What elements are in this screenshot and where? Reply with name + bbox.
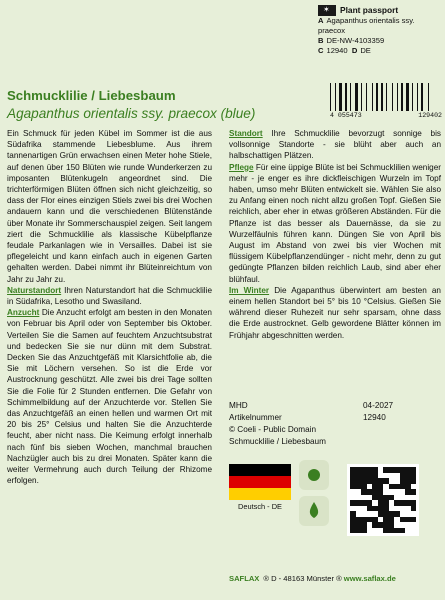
barcode-digits-left: 4 055473	[330, 112, 362, 119]
copyright-text: © Coeli - Public Domain	[229, 425, 317, 434]
barcode	[330, 83, 442, 121]
barcode-digits-right: 129402	[418, 112, 442, 119]
barcode-bars	[330, 83, 442, 111]
passport-line-b: B DE-NW-4103359	[318, 36, 385, 45]
habitat-paragraph	[7, 285, 212, 307]
anzucht-text: Die Anzucht erfolgt am besten in den Monaten von Februar bis April oder von September bis Oktober. Verteilen Sie die Samen auf feuchtem Anzuchtsubstrat und bedecken Sie sie nur dünn mit dem Substrat. Decken Sie das Anzuchtgefäß mit Klarsichtfolie ab, die Sie mit Löchern versehen. So ist die Erde vor Austrocknung geschützt. Alle zwei bis drei Tage sollten Sie die Folie für 2 Stunden entfernen. Die Gefahr von Schimmelbildung auf der Anzuchterde vor. Stellen Sie das Anzuchtgefäß an einen hellen und warmen Ort mit 20 bis 25° Celsius und halten Sie die Anzuchterde feucht, aber nicht nass. Die Keimung erfolgt innerhalb nach fünf bis sieben Wochen, manchmal brauchen Nachzügler auch bis zu drei Monaten. Später kann die weiter Vermehrung auch durch Teilung der Rhizome erfolgen.	[7, 308, 212, 486]
left-column	[7, 128, 212, 487]
plant-passport-title: Plant passport	[340, 5, 399, 15]
passport-line-cd: C 12940 D DE	[318, 46, 371, 55]
product-info	[229, 400, 441, 448]
pflege-paragraph	[229, 162, 441, 285]
title-latin: Agapanthus orientalis ssy. praecox (blue)	[7, 106, 256, 121]
mhd-row	[229, 400, 441, 412]
title-german: Schmucklilie / Liebesbaum	[7, 88, 176, 103]
website-link[interactable]: www.saflax.de	[343, 574, 396, 583]
winter-heading: Im Winter	[229, 285, 270, 295]
german-flag-icon	[229, 464, 291, 500]
standort-heading: Standort	[229, 129, 263, 138]
anzucht-heading: Anzucht	[7, 308, 40, 318]
product-name: Schmucklilie / Liebesbaum	[229, 437, 326, 446]
habitat-heading: Naturstandort	[7, 285, 62, 295]
language-caption: Deutsch - DE	[238, 502, 282, 511]
watering-icon	[299, 496, 329, 526]
habitat-text: Ihren Naturstandort hat die Schmucklilie in Südafrika, Lesotho und Swasiland.	[7, 285, 212, 307]
mhd-value: 04-2027	[363, 401, 394, 410]
intro-text: Ein Schmuck für jeden Kübel im Sommer ist die aus Südafrika stammende Liebesblume. Aus ihrem tannenartigen Grün erwachsen einen Meter hohe Stiele, auf denen über 150 Blüten wie runde Wunderkerzen zu imposanten Blütenkugeln angeordnet sind. Die trichterförmigen Blüten öffnen sich nicht gleichzeitig, so dass der Flor eines einzigen Stiels zwei bis drei Wochen andauern kann und die verschiedenen Blütenstände über Monate ihr Sommerschauspiel zeigen. Seit langem ziert die Schmucklilie als klassische Kübelpflanze feudale Parkanlagen wie in Versailles. Dabei ist sie pflegeleicht und kann einfach auch in eigenen Garten gehalten werden. Dabei nimmt ihr Blüteinreichtum von Jahr zu Jahr zu.	[7, 129, 212, 284]
brand-name: SAFLAX	[229, 574, 260, 583]
address-text: ® D - 48163 Münster ®	[263, 574, 344, 583]
mhd-label: MHD	[229, 401, 248, 410]
pflege-heading: Pflege	[229, 162, 254, 172]
qr-code	[347, 464, 419, 536]
passport-line-a: A Agapanthus orientalis ssy. praecox	[318, 16, 415, 35]
right-column	[229, 128, 441, 341]
winter-paragraph	[229, 285, 441, 341]
pflege-text: Für eine üppige Blüte ist bei Schmucklilien weniger mehr - je enger es ihre dickfleischigen Wurzeln im Topf haben, umso mehr Blüten entwickelt sie. Wählen Sie also zu Anfang einen noch nicht allzu großen Topf. Gießen Sie reichlich, aber eher in etwas größeren Abständen. Für die Pflanze ist das besser als Dauernässe, da sie zu Wurzelfäulnis führen kann. Düngen Sie von April bis August im Abstand von zwei bis vier Wochen mit flüssigem Kübelpflanzendünger - nicht mehr, denn zu gut gedüngte Pflanzen bilden reichlich Laub, sind aber eher blühfaul.	[229, 162, 441, 284]
article-number-value: 12940	[363, 413, 386, 422]
flag-and-qr-area	[229, 460, 441, 560]
standort-paragraph	[229, 128, 441, 162]
sun-icon	[299, 460, 329, 490]
footer	[229, 574, 441, 583]
anzucht-paragraph	[7, 307, 212, 486]
standort-text: Ihre Schmucklilie bevorzugt sonnige bis vollsonnige Standorte - sie blüht aber auch an halbschattigen Plätzen.	[229, 129, 441, 161]
winter-text: Die Agapanthus überwintert am besten an einem hellen Standort bei 5° bis 10 °Celsius. Gießen Sie während dieser Ruhezeit nur sehr sparsam, ohne dass die Erde austrocknet. Gelb gewordene Blätter können im Frühjahr abgeschnitten werden.	[229, 285, 441, 340]
eu-flag-icon	[318, 5, 336, 16]
plant-passport	[318, 4, 442, 82]
article-number-label: Artikelnummer	[229, 413, 282, 422]
article-number-row	[229, 412, 441, 424]
